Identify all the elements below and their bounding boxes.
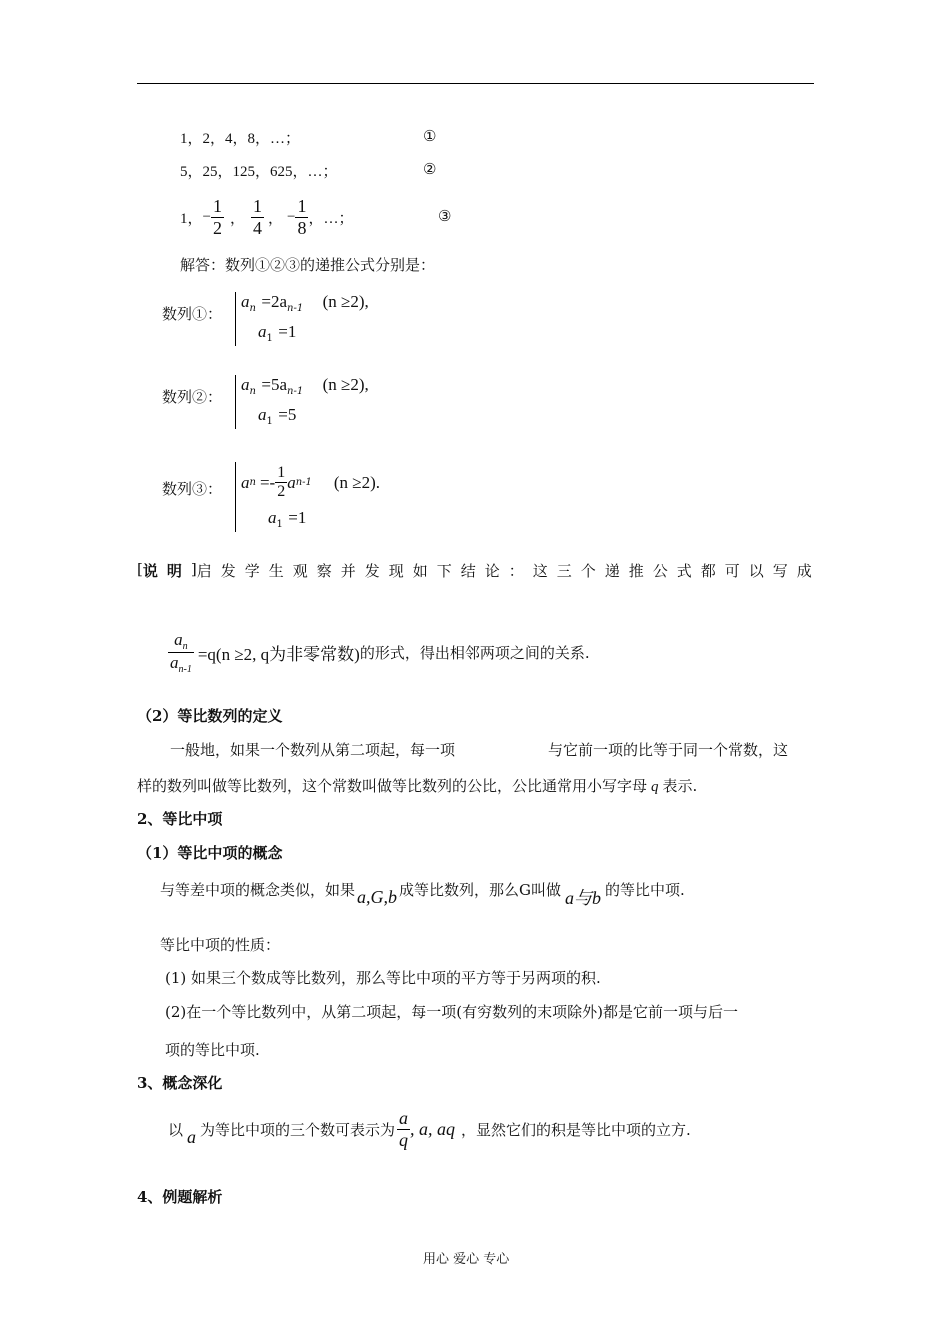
property-2b: 项的等比中项. [165,1041,260,1059]
formula-3-brace [235,462,236,532]
note-line: [ 说明 ] 启发学生观察并发现如下结论：这三个递推公式都可以写成 [137,560,821,580]
definition-text-2: 样的数列叫做等比数列，这个常数叫做等比数列的公比，公比通常用小写字母 q 表示. [137,777,698,795]
section-2-1-title: （1）等比中项的概念 [137,844,283,862]
note-tag: 说明 [142,562,191,580]
formula-3-line2: $a_1 =1$ [268,508,307,530]
formula-3-fraction: $\frac{1}{2}$ [277,464,286,500]
definition-text-1b: 与它前一项的比等于同一个常数，这 [548,741,789,759]
header-rule [137,83,814,84]
sequence-3-tail: ，…； [308,210,354,227]
sequence-3-term-2: $\frac{1}{2}$ [212,195,222,238]
formula-1-label: 数列①： [162,305,223,323]
section-2-title: 2、等比中项 [137,810,223,828]
sequence-1-mark: ① [423,129,437,145]
deepen-line: 以 a 为等比中项的三个数可表示为 $\frac{a}{q}$ , a, aq ，显然它们的积是等比中项的立方. [168,1108,691,1150]
ratio-fraction: $\frac{a_n}{a_{n-1}}$ [170,630,192,675]
section-4-title: 4、例题解析 [137,1188,223,1206]
sequence-3: 1， − $\frac{1}{2}$ ， $\frac{1}{4}$ ， − $\frac{1}{8}$ ，…； [180,195,354,238]
property-title: 等比中项的性质： [160,936,281,954]
formula-1-brace [235,292,236,346]
formula-2-line1: $a_n =5a_{n-1}$ (n ≥2), [241,375,369,397]
sequence-3-term-3: $\frac{1}{4}$ [253,195,262,238]
sequence-3-sign-2: − [202,208,211,225]
note-text: 启发学生观察并发现如下结论：这三个递推公式都可以写成 [196,562,821,580]
sequence-3-mark: ③ [438,209,452,225]
ratio-formula: $\frac{a_n}{a_{n-1}}$ =q(n ≥2, q为非零常数) 的形式，得出相邻两项之间的关系. [170,630,590,675]
formula-3-label: 数列③： [162,480,223,498]
property-1: (1) 如果三个数成等比数列，那么等比中项的平方等于另两项的积. [165,969,601,987]
sequence-3-lead: 1， [180,210,203,227]
footer: 用心 爱心 专心 [423,1252,510,1267]
formula-1-line2: $a_1 =1$ [258,322,297,344]
section-3-title: 3、概念深化 [137,1074,223,1092]
deepen-fraction: $\frac{a}{q}$ [399,1108,409,1150]
answer-intro: 解答：数列①②③的递推公式分别是： [180,256,436,274]
definition-text-1a: 一般地，如果一个数列从第二项起，每一项 [170,741,456,759]
formula-2-brace [235,375,236,429]
sequence-1: 1，2，4，8，…； [180,131,301,147]
formula-2-label: 数列②： [162,388,223,406]
property-2a: (2)在一个等比数列中，从第二项起，每一项(有穷数列的末项除外)都是它前一项与后一 [165,1003,738,1021]
section-definition-title: （2）等比数列的定义 [137,707,283,725]
formula-2-line2: $a_1 =5$ [258,405,297,427]
formula-1-line1: $a_n =2a_{n-1}$ (n ≥2), [241,292,369,314]
sequence-2: 5，25，125，625，…； [180,164,338,180]
sequence-3-term-4: $\frac{1}{8}$ [297,195,307,238]
formula-3-line1: a n =- $\frac{1}{2}$ a n-1 (n ≥2) . [241,464,381,500]
sequence-2-mark: ② [423,162,437,178]
concept-line: 与等差中项的概念类似，如果 a,G,b 成等比数列，那么G叫做 a与b 的等比中项. [160,880,685,908]
sequence-3-sign-4: − [287,208,296,225]
